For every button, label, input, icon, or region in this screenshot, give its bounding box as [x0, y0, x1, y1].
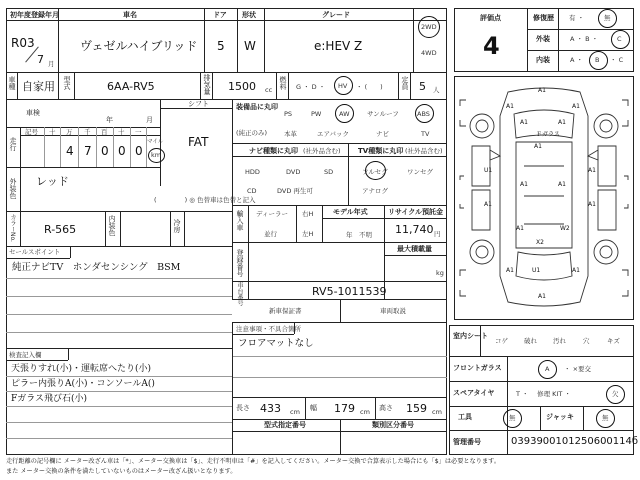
equip-airbag: エアバック — [317, 130, 349, 138]
equipment-sub: (純正のみ) — [236, 129, 268, 137]
model-year-label: モデル年式 — [333, 208, 368, 216]
digit-h-0: 記号 — [25, 128, 38, 136]
tv-analog: アナログ — [362, 187, 388, 195]
mileage-digit-1: 4 — [66, 144, 74, 158]
capacity: 5 — [419, 80, 426, 93]
month-unit: 月 — [48, 60, 55, 68]
color-no-label: カラーNo. — [9, 214, 16, 242]
capacity-label: 定員 — [401, 76, 409, 90]
drive-2wd: 2WD — [421, 23, 437, 31]
car-name: ヴェゼルハイブリッド — [80, 39, 198, 53]
nav-type-sub: (社外品含む) — [303, 147, 341, 155]
height-unit: cm — [432, 408, 442, 416]
import-parallel: 並行 — [264, 230, 277, 238]
digit-h-6: 一 — [135, 128, 142, 136]
displacement-label: 排気量 — [203, 74, 211, 95]
drive-4wd: 4WD — [421, 49, 437, 57]
repair-options: 有 ・ — [569, 14, 585, 22]
import-dealer: ディーラー — [256, 210, 288, 218]
mark-3: A1 — [572, 103, 580, 110]
mark-11: A1 — [520, 181, 528, 188]
mileage-digit-5: 0 — [135, 144, 143, 158]
small-mark: X2 — [536, 239, 544, 246]
fuel-options: G ・ D ・ — [296, 83, 326, 91]
doors-label: ドア — [213, 11, 227, 19]
mark-5: A1 — [588, 167, 596, 174]
car-name-label: 車名 — [123, 11, 137, 19]
model-code: 6AA-RV5 — [107, 80, 155, 93]
mile-label: マイル — [147, 139, 164, 145]
reg-date-label: 初年度登録年月 — [10, 11, 59, 19]
exterior-selected: C — [617, 35, 622, 43]
exterior-color: レッド — [36, 175, 69, 188]
nav-dvd: DVD — [286, 168, 301, 176]
exterior-label: 外装 — [536, 35, 550, 43]
mileage-digit-3: 0 — [101, 144, 109, 158]
manual-label: 車両取説 — [380, 307, 406, 315]
color-note: ( ) ◎ 色替車は色替と記入 — [154, 196, 256, 204]
equip-pw: PW — [311, 110, 322, 118]
recycle-yen: 円 — [434, 230, 441, 238]
capacity-unit: 人 — [433, 86, 440, 94]
equipment-label: 装備品に丸印 — [236, 103, 278, 111]
notes-label: 注意事項・不具合箇所 — [236, 325, 301, 333]
door-count: 5 — [217, 39, 225, 53]
fuel-extra: ・ ( ) — [356, 83, 383, 91]
inspection-label: 車検 — [26, 109, 40, 117]
shift-label: シフト — [188, 100, 209, 108]
mark-2: A1 — [506, 103, 514, 110]
grade-value: e:HEV Z — [314, 39, 363, 53]
interior-option-a: A ・ — [570, 56, 584, 64]
checker-line-2: ピラー内張りA(小)・コンソールA() — [11, 379, 155, 389]
model-label: 型式 — [63, 76, 71, 90]
seat-tear: 破れ — [524, 337, 537, 345]
body-shape: W — [244, 39, 256, 53]
tv-oneseg: ワンセグ — [407, 168, 433, 176]
repair-label: 修復歴 — [533, 14, 554, 22]
length-value: 433 — [260, 402, 281, 415]
fuel-label: 燃料 — [279, 76, 287, 90]
length-label: 長さ — [236, 404, 250, 412]
checker-line-1: 天張りすれ(小)・運転席へたり(小) — [11, 364, 152, 374]
mark-1: A1 — [538, 87, 546, 94]
width-unit: cm — [360, 408, 370, 416]
tv-fullseg: フルセグ — [362, 168, 388, 176]
footer-line-1: 走行距離の記号欄に メーター改ざん車は「*」、メーター交換車は「$」、走行不明車は「#」を記入してください。メーター交換で合算表示した場合にも「$」は必要となります。 — [6, 458, 501, 465]
repair-selected: 無 — [604, 14, 611, 22]
height-label: 高さ — [379, 404, 393, 412]
equip-abs: ABS — [417, 110, 430, 118]
mark-13: A1 — [516, 225, 524, 232]
score-value: 4 — [483, 32, 500, 60]
reg-year: R03 — [11, 36, 35, 50]
inspection-month-unit: 月 — [146, 116, 153, 124]
equip-tv: TV — [421, 130, 430, 138]
width-value: 179 — [334, 402, 355, 415]
mark-10: A1 — [588, 201, 596, 208]
interior-color-label: 内装色 — [108, 215, 116, 236]
mark-9: A1 — [484, 201, 492, 208]
length-unit: cm — [290, 408, 300, 416]
mark-16: U1 — [532, 267, 541, 274]
height-value: 159 — [406, 402, 427, 415]
grade-label: グレード — [322, 11, 350, 19]
mark-4: U1 — [484, 167, 493, 174]
ac-label: 冷房 — [173, 219, 181, 233]
vehicle-type: 自家用 — [22, 80, 55, 93]
tv-type-sub: (社外品含む) — [405, 147, 443, 155]
sales-point-label: セールスポイント — [9, 248, 61, 256]
reg-number-label: 登録番号 — [236, 249, 244, 277]
tv-type-label: TV種類に丸印 — [358, 147, 404, 155]
displacement-unit: cc — [265, 86, 273, 94]
mark-18: A1 — [538, 293, 546, 300]
nav-sd: SD — [324, 168, 334, 176]
digit-h-4: 百 — [101, 128, 108, 136]
front-glass-label: フロントガラス — [453, 364, 502, 372]
max-load-unit: kg — [436, 269, 444, 277]
class-number-label: 類別区分番号 — [372, 421, 414, 429]
glass-mark: Ｆガラス — [536, 131, 560, 138]
mgmt-number: 0393900101250600114б — [511, 436, 639, 447]
import-label: 輸入車 — [236, 210, 244, 231]
equip-leather: 本革 — [284, 130, 297, 138]
mark-7: A1 — [558, 119, 566, 126]
digit-h-2: 万 — [66, 128, 73, 136]
spare-tire-options: T ・ 修理 KIT ・ — [516, 390, 571, 398]
max-load-label: 最大積載量 — [397, 245, 432, 253]
mark-6: A1 — [520, 119, 528, 126]
jack-selected: 無 — [602, 414, 609, 422]
fuel-selected: HV — [338, 82, 348, 90]
mileage-digit-2: 7 — [84, 144, 92, 158]
mark-8: A1 — [534, 143, 542, 150]
type-number-label: 型式指定番号 — [264, 421, 306, 429]
footer-line-2: また メーター交換の条件を満たしていないものはメーター改ざん扱いとなります。 — [6, 468, 237, 475]
seat-burn: コゲ — [495, 337, 508, 345]
tools-selected: 無 — [509, 414, 516, 422]
steer-right: 右H — [302, 210, 314, 218]
equip-sunroof: サンルーフ — [367, 110, 399, 118]
chassis-number: RV5-1011539 — [312, 285, 387, 298]
interior-option-c: ・ C — [610, 56, 624, 64]
nav-hdd: HDD — [245, 168, 260, 176]
interior-selected: B — [595, 56, 600, 64]
mark-14: W2 — [560, 225, 570, 232]
sales-point-text: 純正ナビTV ホンダセンシング BSM — [12, 262, 181, 273]
width-label: 幅 — [310, 404, 317, 412]
spare-tire-selected: 欠 — [612, 390, 619, 398]
equip-navi: ナビ — [376, 130, 389, 138]
checker-line-3: Fガラス飛び石(小) — [11, 394, 87, 404]
front-glass-selected: A — [545, 365, 550, 373]
equip-aw: AW — [339, 110, 350, 118]
mark-15: A1 — [506, 267, 514, 274]
jack-label: ジャッキ — [546, 413, 574, 421]
spare-tire-label: スペアタイヤ — [453, 389, 495, 397]
equip-ps: PS — [284, 110, 293, 118]
checker-label: 検査記入欄 — [9, 351, 42, 359]
mark-17: A1 — [572, 267, 580, 274]
digit-h-5: 十 — [118, 128, 125, 136]
mileage-label: 走行 — [9, 137, 17, 151]
notes-text: フロアマットなし — [238, 338, 314, 349]
front-glass-rest: ・ ×要交 — [564, 365, 592, 373]
recycle-label: リサイクル預託金 — [388, 208, 444, 216]
exterior-color-label: 外装色 — [9, 178, 17, 199]
score-label: 評価点 — [480, 14, 501, 22]
digit-h-3: 千 — [84, 128, 91, 136]
model-year-unknown: 年 不明 — [346, 231, 372, 239]
steer-left: 左H — [302, 230, 314, 238]
shape-label: 形状 — [242, 11, 256, 19]
seat-stain: 汚れ — [553, 337, 566, 345]
vehicle-type-label: 車種 — [8, 76, 16, 90]
warranty-label: 新車保証書 — [269, 307, 302, 315]
inspection-year-unit: 年 — [106, 116, 113, 124]
mark-12: A1 — [558, 181, 566, 188]
nav-type-label: ナビ種類に丸印 — [249, 147, 298, 155]
color-no: R-565 — [44, 223, 77, 236]
mgmt-number-label: 管理番号 — [453, 438, 481, 446]
chassis-label: 車台番号 — [236, 282, 243, 306]
seat-scratch: キズ — [607, 337, 620, 345]
nav-cd: CD — [247, 187, 257, 195]
displacement: 1500 — [228, 80, 256, 93]
seat-hole: 穴 — [583, 337, 590, 345]
km-label: km — [151, 151, 162, 159]
tools-label: 工具 — [458, 413, 472, 421]
shift-value: FAT — [188, 135, 209, 149]
digit-h-1: 十 — [49, 128, 56, 136]
mileage-digit-4: 0 — [118, 144, 126, 158]
car-damage-diagram — [454, 76, 634, 320]
seat-label: 室内シート — [453, 332, 488, 340]
exterior-options: A ・ B ・ — [570, 35, 599, 43]
nav-dvd-play: DVD 再生可 — [277, 187, 313, 195]
reg-month: 7 — [37, 53, 44, 66]
interior-label: 内装 — [536, 56, 550, 64]
recycle-amount: 11,740 — [395, 223, 434, 236]
